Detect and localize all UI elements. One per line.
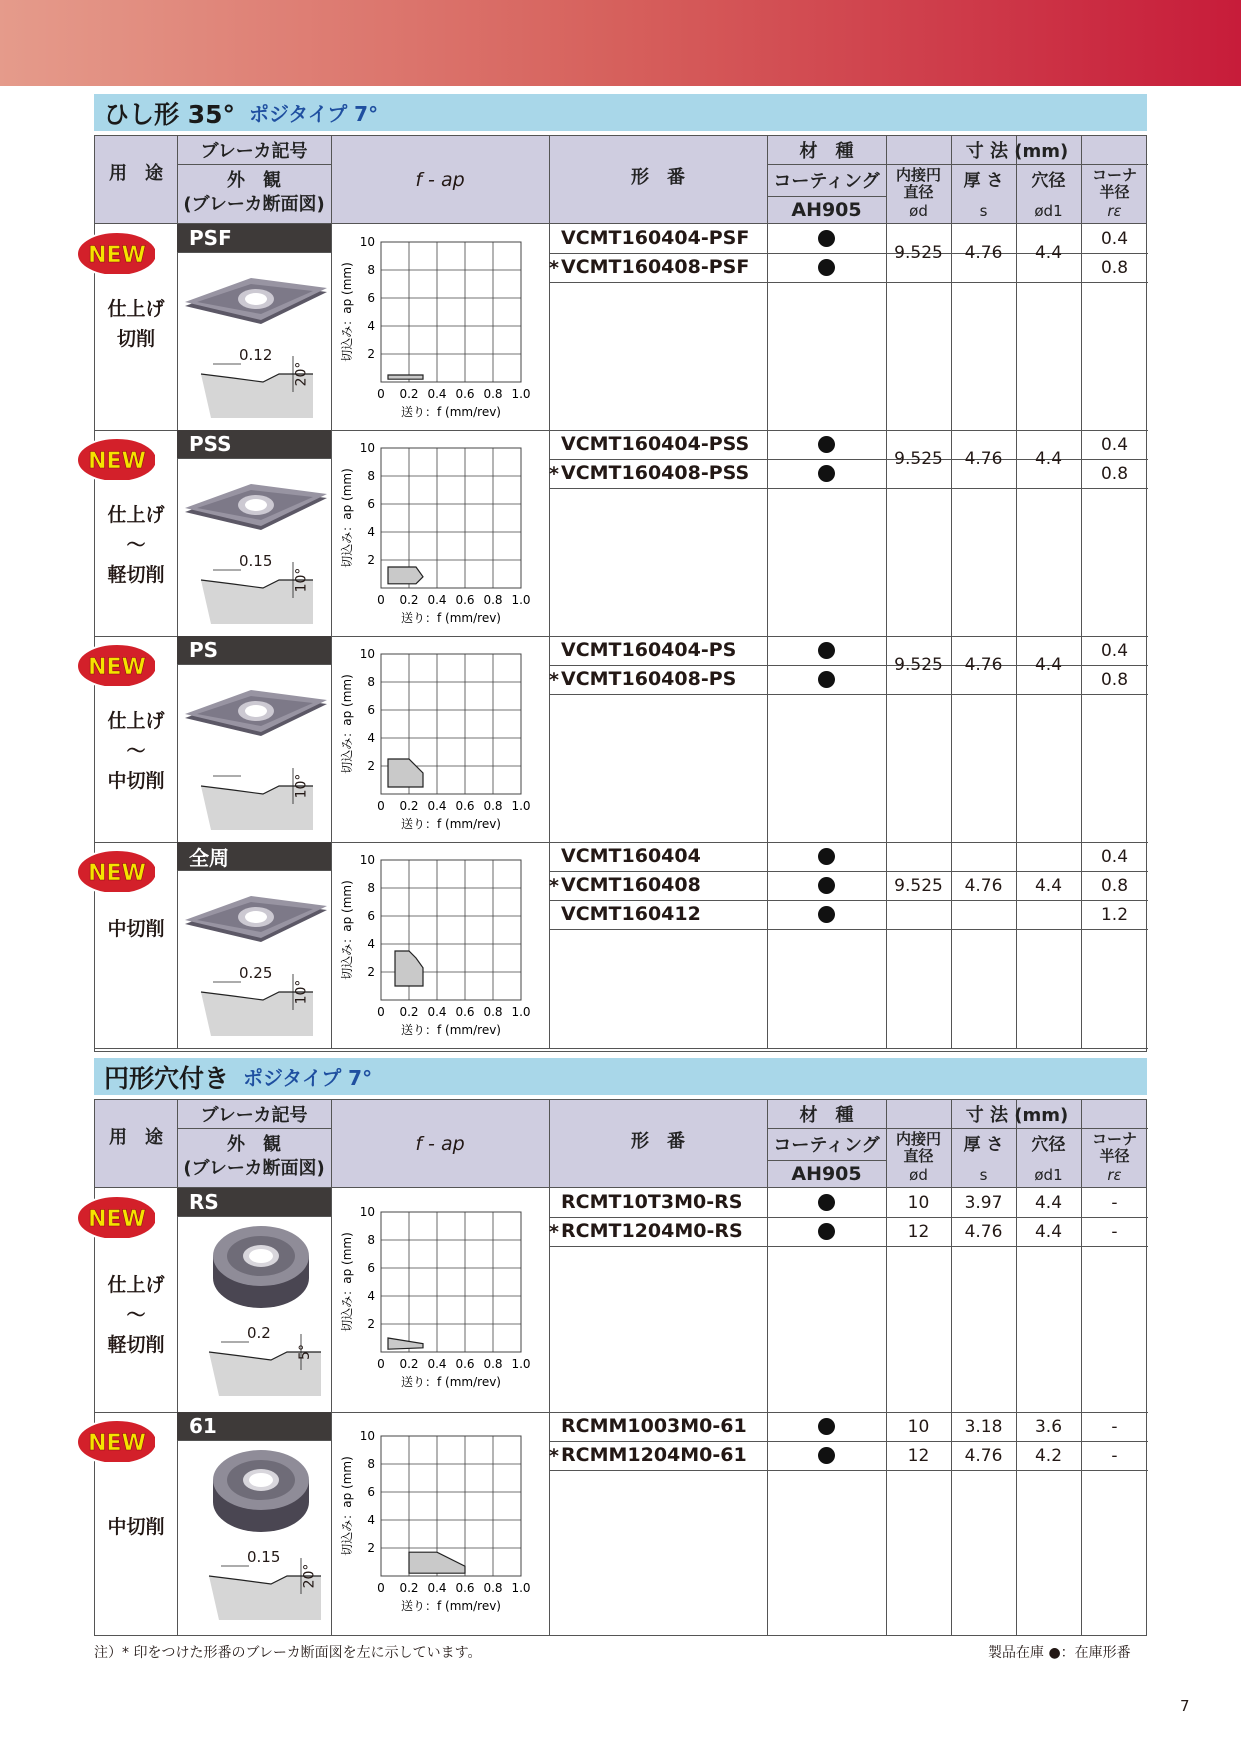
y-tick-label: 6 xyxy=(367,1261,375,1275)
usage-text xyxy=(95,294,177,354)
y-tick-label: 8 xyxy=(367,263,375,277)
y-axis-label: 切込み：ap (mm) xyxy=(340,1232,354,1332)
inscribed-diameter: 9.525 xyxy=(894,875,943,896)
y-tick-label: 4 xyxy=(367,525,375,539)
x-tick-label: 0.4 xyxy=(427,1581,447,1595)
stock-dot xyxy=(818,436,835,453)
usage-line: 仕上げ xyxy=(107,710,165,732)
grid-line xyxy=(767,636,768,842)
usage-line: 中切削 xyxy=(107,1516,165,1538)
y-tick-label: 6 xyxy=(367,497,375,511)
x-tick-label: 0 xyxy=(377,1005,385,1019)
header-r-symbol: rε xyxy=(1107,202,1122,220)
breaker-rake-angle: 10° xyxy=(293,773,310,799)
x-tick-label: 0.8 xyxy=(483,1005,503,1019)
new-badge-text: NEW xyxy=(88,1207,146,1232)
table-header xyxy=(95,1100,1146,1188)
f-ap-chart xyxy=(333,1424,549,1614)
x-tick-label: 1.0 xyxy=(511,1005,531,1019)
rhombic-insert-photo xyxy=(181,472,331,552)
header-appearance: 外 観 xyxy=(227,170,281,191)
x-tick-label: 0.8 xyxy=(483,387,503,401)
grid-line xyxy=(177,458,331,459)
x-tick-label: 0.4 xyxy=(427,1357,447,1371)
header-r-label2: 半径 xyxy=(1099,1146,1130,1165)
y-tick-label: 10 xyxy=(359,647,375,661)
new-badge xyxy=(75,848,155,892)
header-appearance-sub: (ブレーカ断面図) xyxy=(183,194,325,215)
grid-line xyxy=(177,164,331,165)
usage-text xyxy=(95,706,177,796)
grid-line xyxy=(177,1216,331,1217)
rhombic-insert-photo xyxy=(181,678,331,758)
x-tick-label: 0 xyxy=(377,1357,385,1371)
breaker-land-width: 0.15 xyxy=(239,552,273,570)
stock-dot xyxy=(818,259,835,276)
rhombic-insert-photo xyxy=(181,884,331,964)
thickness: 4.76 xyxy=(964,1221,1003,1242)
inscribed-diameter: 9.525 xyxy=(894,243,943,263)
usage-line: 軽切削 xyxy=(107,564,165,586)
cutting-range-area xyxy=(388,567,423,584)
model-number: RCMT10T3M0-RS xyxy=(561,1191,743,1213)
y-tick-label: 4 xyxy=(367,319,375,333)
new-badge xyxy=(75,1194,155,1238)
x-tick-label: 0 xyxy=(377,387,385,401)
grid-line xyxy=(177,1440,331,1441)
usage-line: 軽切削 xyxy=(107,1334,165,1356)
y-tick-label: 8 xyxy=(367,469,375,483)
new-badge-text: NEW xyxy=(88,449,146,474)
y-axis-label: 切込み：ap (mm) xyxy=(340,468,354,568)
usage-text xyxy=(95,1512,177,1542)
new-badge-text: NEW xyxy=(88,1431,146,1456)
breaker-rake-angle: 20° xyxy=(293,361,310,387)
x-axis-label: 送り：f (mm/rev) xyxy=(401,1023,501,1037)
breaker-rake-angle: 10° xyxy=(293,567,310,593)
round-insert-table xyxy=(88,1099,1147,1636)
header-breaker-code: ブレーカ記号 xyxy=(200,141,308,162)
y-tick-label: 4 xyxy=(367,937,375,951)
y-tick-label: 10 xyxy=(359,1205,375,1219)
stock-dot xyxy=(818,1418,835,1435)
model-number: RCMM1003M0-61 xyxy=(561,1415,747,1437)
hole-diameter: 4.4 xyxy=(1034,1192,1063,1213)
stock-dot xyxy=(818,848,835,865)
new-badge-text: NEW xyxy=(88,655,146,680)
x-tick-label: 1.0 xyxy=(511,593,531,607)
grid-line xyxy=(95,1048,1148,1049)
model-number: VCMT160404-PSS xyxy=(561,433,750,455)
x-tick-label: 1.0 xyxy=(511,387,531,401)
header-coating: コーティング xyxy=(773,1135,880,1156)
corner-radius: 0.8 xyxy=(1100,875,1129,896)
usage-line: 中切削 xyxy=(107,918,165,940)
star-mark: * xyxy=(549,874,559,897)
y-tick-label: 2 xyxy=(367,1317,375,1331)
corner-radius: - xyxy=(1111,1445,1118,1466)
header-d1-symbol: ød1 xyxy=(1034,202,1063,220)
header-r-label: コーナ xyxy=(1091,1129,1137,1148)
breaker-land-width: 0.15 xyxy=(247,1548,281,1566)
header-grade: AH905 xyxy=(791,199,862,221)
usage-text xyxy=(95,1270,177,1360)
x-tick-label: 0.6 xyxy=(455,1357,475,1371)
star-mark: * xyxy=(549,462,559,485)
footnote: 注）* 印をつけた形番のブレーカ断面図を左に示しています。 xyxy=(94,1645,482,1661)
header-s-symbol: s xyxy=(979,202,988,220)
header-material: 材 種 xyxy=(799,1105,854,1126)
inscribed-diameter: 10 xyxy=(907,1192,930,1213)
stock-dot xyxy=(818,1223,835,1240)
breaker-code-label: PSS xyxy=(177,430,331,458)
x-tick-label: 0.6 xyxy=(455,387,475,401)
grid-line xyxy=(767,430,768,636)
header-d-label: 内接円 xyxy=(895,1129,941,1148)
new-badge xyxy=(75,1418,155,1462)
x-tick-label: 0 xyxy=(377,593,385,607)
corner-radius: 0.8 xyxy=(1100,463,1129,484)
stock-dot xyxy=(818,1194,835,1211)
thickness: 4.76 xyxy=(964,243,1003,263)
grid-line xyxy=(177,430,178,636)
breaker-rake-angle: 20° xyxy=(301,1563,318,1589)
header-d-label2: 直径 xyxy=(903,1146,934,1165)
thickness: 3.18 xyxy=(964,1416,1003,1437)
hole-diameter: 3.6 xyxy=(1034,1416,1063,1437)
y-tick-label: 8 xyxy=(367,675,375,689)
grid-line xyxy=(767,224,768,430)
header-usage: 用 途 xyxy=(109,163,163,184)
y-tick-label: 10 xyxy=(359,235,375,249)
header-d-symbol: ød xyxy=(909,1166,928,1184)
corner-radius: 0.4 xyxy=(1100,434,1129,455)
header-d-symbol: ød xyxy=(909,202,928,220)
thickness: 4.76 xyxy=(964,875,1003,896)
x-tick-label: 0.4 xyxy=(427,799,447,813)
header-coating: コーティング xyxy=(773,171,880,192)
usage-text xyxy=(95,500,177,590)
round-insert-photo xyxy=(189,1218,339,1318)
breaker-code-label: 61 xyxy=(177,1412,331,1440)
header-d-label: 内接円 xyxy=(895,165,941,184)
new-badge xyxy=(75,230,155,274)
grid-line xyxy=(549,282,1148,283)
grid-line xyxy=(331,842,332,1048)
y-tick-label: 4 xyxy=(367,1289,375,1303)
f-ap-chart xyxy=(333,230,549,420)
header-dimensions: 寸 法 (mm) xyxy=(965,141,1069,162)
x-axis-label: 送り：f (mm/rev) xyxy=(401,1375,501,1389)
stock-dot xyxy=(818,1447,835,1464)
y-tick-label: 10 xyxy=(359,441,375,455)
y-tick-label: 8 xyxy=(367,881,375,895)
x-tick-label: 0 xyxy=(377,1581,385,1595)
new-badge-text: NEW xyxy=(88,861,146,886)
usage-line: 仕上げ xyxy=(107,1274,165,1296)
new-badge xyxy=(75,642,155,686)
header-grade: AH905 xyxy=(791,1163,862,1185)
rhombic-insert-photo xyxy=(181,266,331,346)
header-d1-symbol: ød1 xyxy=(1034,1166,1063,1184)
grid-line xyxy=(767,842,768,1048)
stock-dot xyxy=(818,642,835,659)
x-tick-label: 0 xyxy=(377,799,385,813)
thickness: 4.76 xyxy=(964,449,1003,469)
header-appearance: 外 観 xyxy=(227,1134,281,1155)
x-tick-label: 0.6 xyxy=(455,593,475,607)
y-axis-label: 切込み：ap (mm) xyxy=(340,262,354,362)
model-number: VCMT160404-PSF xyxy=(561,227,750,249)
grid-line xyxy=(767,1188,768,1412)
x-tick-label: 0.6 xyxy=(455,1005,475,1019)
grid-line xyxy=(177,842,178,1048)
y-tick-label: 6 xyxy=(367,909,375,923)
corner-radius: 0.8 xyxy=(1100,257,1129,278)
inscribed-diameter: 10 xyxy=(907,1416,930,1437)
header-model: 形 番 xyxy=(631,167,685,188)
corner-radius: 0.8 xyxy=(1100,669,1129,690)
section-title-round xyxy=(94,1058,1147,1095)
usage-line: ～ xyxy=(126,534,146,556)
x-tick-label: 0.2 xyxy=(399,387,419,401)
hole-diameter: 4.4 xyxy=(1034,875,1063,896)
star-mark: * xyxy=(549,1220,559,1243)
model-number: VCMT160408 xyxy=(561,874,701,896)
y-tick-label: 2 xyxy=(367,965,375,979)
header-model: 形 番 xyxy=(631,1131,685,1152)
usage-line: ～ xyxy=(126,1304,146,1326)
usage-line: 仕上げ xyxy=(107,504,165,526)
x-tick-label: 0.4 xyxy=(427,593,447,607)
x-tick-label: 1.0 xyxy=(511,799,531,813)
x-tick-label: 0.2 xyxy=(399,1581,419,1595)
corner-radius: 1.2 xyxy=(1100,904,1129,925)
grid-line xyxy=(549,929,1148,930)
y-tick-label: 2 xyxy=(367,1541,375,1555)
grid-line xyxy=(177,1188,178,1412)
y-tick-label: 2 xyxy=(367,347,375,361)
x-tick-label: 0.4 xyxy=(427,1005,447,1019)
x-tick-label: 0.8 xyxy=(483,1581,503,1595)
thickness: 4.76 xyxy=(964,1445,1003,1466)
section-title: 円形穴付き xyxy=(104,1063,230,1093)
corner-radius: 0.4 xyxy=(1100,846,1129,867)
grid-line xyxy=(549,1246,1148,1247)
inscribed-diameter: 9.525 xyxy=(894,655,943,675)
f-ap-chart xyxy=(333,848,549,1038)
breaker-code-label: 全周 xyxy=(177,842,331,870)
breaker-code-label: PSF xyxy=(177,224,331,252)
grid-line xyxy=(331,430,332,636)
y-tick-label: 6 xyxy=(367,291,375,305)
corner-radius: 0.4 xyxy=(1100,228,1129,249)
page-number: 7 xyxy=(1180,1697,1190,1715)
star-mark: * xyxy=(549,1444,559,1467)
x-tick-label: 0.2 xyxy=(399,1005,419,1019)
grid-line xyxy=(549,488,1148,489)
top-color-band xyxy=(0,0,1241,86)
model-number: VCMT160408-PSS xyxy=(561,462,750,484)
x-axis-label: 送り：f (mm/rev) xyxy=(401,1599,501,1613)
y-axis-label: 切込み：ap (mm) xyxy=(340,1456,354,1556)
hole-diameter: 4.2 xyxy=(1034,1445,1063,1466)
round-insert-photo xyxy=(189,1442,339,1542)
grid-line xyxy=(177,224,178,430)
header-dimensions: 寸 法 (mm) xyxy=(965,1105,1069,1126)
corner-radius: - xyxy=(1111,1192,1118,1213)
stock-dot xyxy=(818,671,835,688)
grid-line xyxy=(331,224,332,430)
header-breaker-code: ブレーカ記号 xyxy=(200,1105,308,1126)
header-s-label: 厚 さ xyxy=(963,170,1004,191)
header-d1-label: 穴径 xyxy=(1031,170,1066,191)
header-s-symbol: s xyxy=(979,1166,988,1184)
star-mark: * xyxy=(549,256,559,279)
header-usage: 用 途 xyxy=(109,1127,163,1148)
inscribed-diameter: 12 xyxy=(907,1221,930,1242)
x-axis-label: 送り：f (mm/rev) xyxy=(401,611,501,625)
model-number: RCMM1204M0-61 xyxy=(561,1444,747,1466)
hole-diameter: 4.4 xyxy=(1034,243,1063,263)
stock-dot xyxy=(818,465,835,482)
f-ap-chart xyxy=(333,436,549,626)
header-s-label: 厚 さ xyxy=(963,1134,1004,1155)
header-fap: f - ap xyxy=(415,1133,465,1155)
rhombic-insert-table xyxy=(88,135,1147,1052)
model-number: RCMT1204M0-RS xyxy=(561,1220,743,1242)
y-tick-label: 10 xyxy=(359,853,375,867)
x-tick-label: 0.8 xyxy=(483,799,503,813)
hole-diameter: 4.4 xyxy=(1034,449,1063,469)
x-axis-label: 送り：f (mm/rev) xyxy=(401,405,501,419)
x-tick-label: 0.2 xyxy=(399,799,419,813)
section-title-rhombic xyxy=(94,94,1147,131)
y-tick-label: 8 xyxy=(367,1233,375,1247)
y-tick-label: 10 xyxy=(359,1429,375,1443)
header-d1-label: 穴径 xyxy=(1031,1134,1066,1155)
usage-line: 切削 xyxy=(116,328,155,350)
model-number: VCMT160404-PS xyxy=(561,639,737,661)
y-axis-label: 切込み：ap (mm) xyxy=(340,674,354,774)
grid-line xyxy=(177,252,331,253)
usage-text xyxy=(95,914,177,944)
f-ap-chart xyxy=(333,642,549,832)
hole-diameter: 4.4 xyxy=(1034,655,1063,675)
grid-line xyxy=(177,636,178,842)
breaker-land-width: 0.12 xyxy=(239,346,273,364)
grid-line xyxy=(767,1412,768,1636)
x-tick-label: 0.8 xyxy=(483,593,503,607)
grid-line xyxy=(549,1470,1148,1471)
x-tick-label: 0.6 xyxy=(455,1581,475,1595)
model-number: VCMT160408-PSF xyxy=(561,256,750,278)
breaker-land-width: 0.2 xyxy=(247,1324,271,1342)
hole-diameter: 4.4 xyxy=(1034,1221,1063,1242)
header-r-symbol: rε xyxy=(1107,1166,1122,1184)
grid-line xyxy=(549,694,1148,695)
section-subtitle: ポジタイプ 7° xyxy=(249,102,379,126)
section-subtitle: ポジタイプ 7° xyxy=(243,1066,373,1090)
new-badge xyxy=(75,436,155,480)
y-tick-label: 4 xyxy=(367,731,375,745)
header-fap: f - ap xyxy=(415,169,465,191)
y-tick-label: 2 xyxy=(367,553,375,567)
corner-radius: - xyxy=(1111,1416,1118,1437)
x-tick-label: 1.0 xyxy=(511,1581,531,1595)
y-tick-label: 8 xyxy=(367,1457,375,1471)
model-number: VCMT160404 xyxy=(561,845,701,867)
y-tick-label: 4 xyxy=(367,1513,375,1527)
table-header xyxy=(95,136,1146,224)
star-mark: * xyxy=(549,668,559,691)
grid-line xyxy=(177,1128,331,1129)
model-number: VCMT160412 xyxy=(561,903,701,925)
model-number: VCMT160408-PS xyxy=(561,668,737,690)
header-d-label2: 直径 xyxy=(903,182,934,201)
x-tick-label: 1.0 xyxy=(511,1357,531,1371)
x-tick-label: 0.6 xyxy=(455,799,475,813)
y-tick-label: 2 xyxy=(367,759,375,773)
f-ap-chart xyxy=(333,1200,549,1390)
inscribed-diameter: 9.525 xyxy=(894,449,943,469)
x-tick-label: 0.2 xyxy=(399,1357,419,1371)
grid-line xyxy=(177,870,331,871)
header-material: 材 種 xyxy=(799,141,854,162)
corner-radius: 0.4 xyxy=(1100,640,1129,661)
breaker-rake-angle: 5° xyxy=(296,1344,313,1360)
corner-radius: - xyxy=(1111,1221,1118,1242)
thickness: 4.76 xyxy=(964,655,1003,675)
grid-line xyxy=(177,664,331,665)
x-tick-label: 0.2 xyxy=(399,593,419,607)
thickness: 3.97 xyxy=(964,1192,1003,1213)
header-r-label2: 半径 xyxy=(1099,182,1130,201)
stock-dot xyxy=(818,877,835,894)
grid-line xyxy=(331,636,332,842)
inscribed-diameter: 12 xyxy=(907,1445,930,1466)
usage-line: 仕上げ xyxy=(107,298,165,320)
breaker-rake-angle: 10° xyxy=(293,979,310,1005)
section-title: ひし形 35° xyxy=(104,99,235,129)
y-axis-label: 切込み：ap (mm) xyxy=(340,880,354,980)
header-r-label: コーナ xyxy=(1091,165,1137,184)
y-tick-label: 6 xyxy=(367,1485,375,1499)
breaker-code-label: RS xyxy=(177,1188,331,1216)
x-tick-label: 0.4 xyxy=(427,387,447,401)
header-appearance-sub: (ブレーカ断面図) xyxy=(183,1158,325,1179)
usage-line: 中切削 xyxy=(107,770,165,792)
stock-dot xyxy=(818,230,835,247)
breaker-land-width: 0.25 xyxy=(239,964,273,982)
grid-line xyxy=(177,1412,178,1636)
x-tick-label: 0.8 xyxy=(483,1357,503,1371)
breaker-code-label: PS xyxy=(177,636,331,664)
usage-line: ～ xyxy=(126,740,146,762)
cutting-range-area xyxy=(388,375,423,379)
x-axis-label: 送り：f (mm/rev) xyxy=(401,817,501,831)
y-tick-label: 6 xyxy=(367,703,375,717)
new-badge-text: NEW xyxy=(88,243,146,268)
stock-legend: 製品在庫 ●：在庫形番 xyxy=(988,1645,1131,1661)
stock-dot xyxy=(818,906,835,923)
